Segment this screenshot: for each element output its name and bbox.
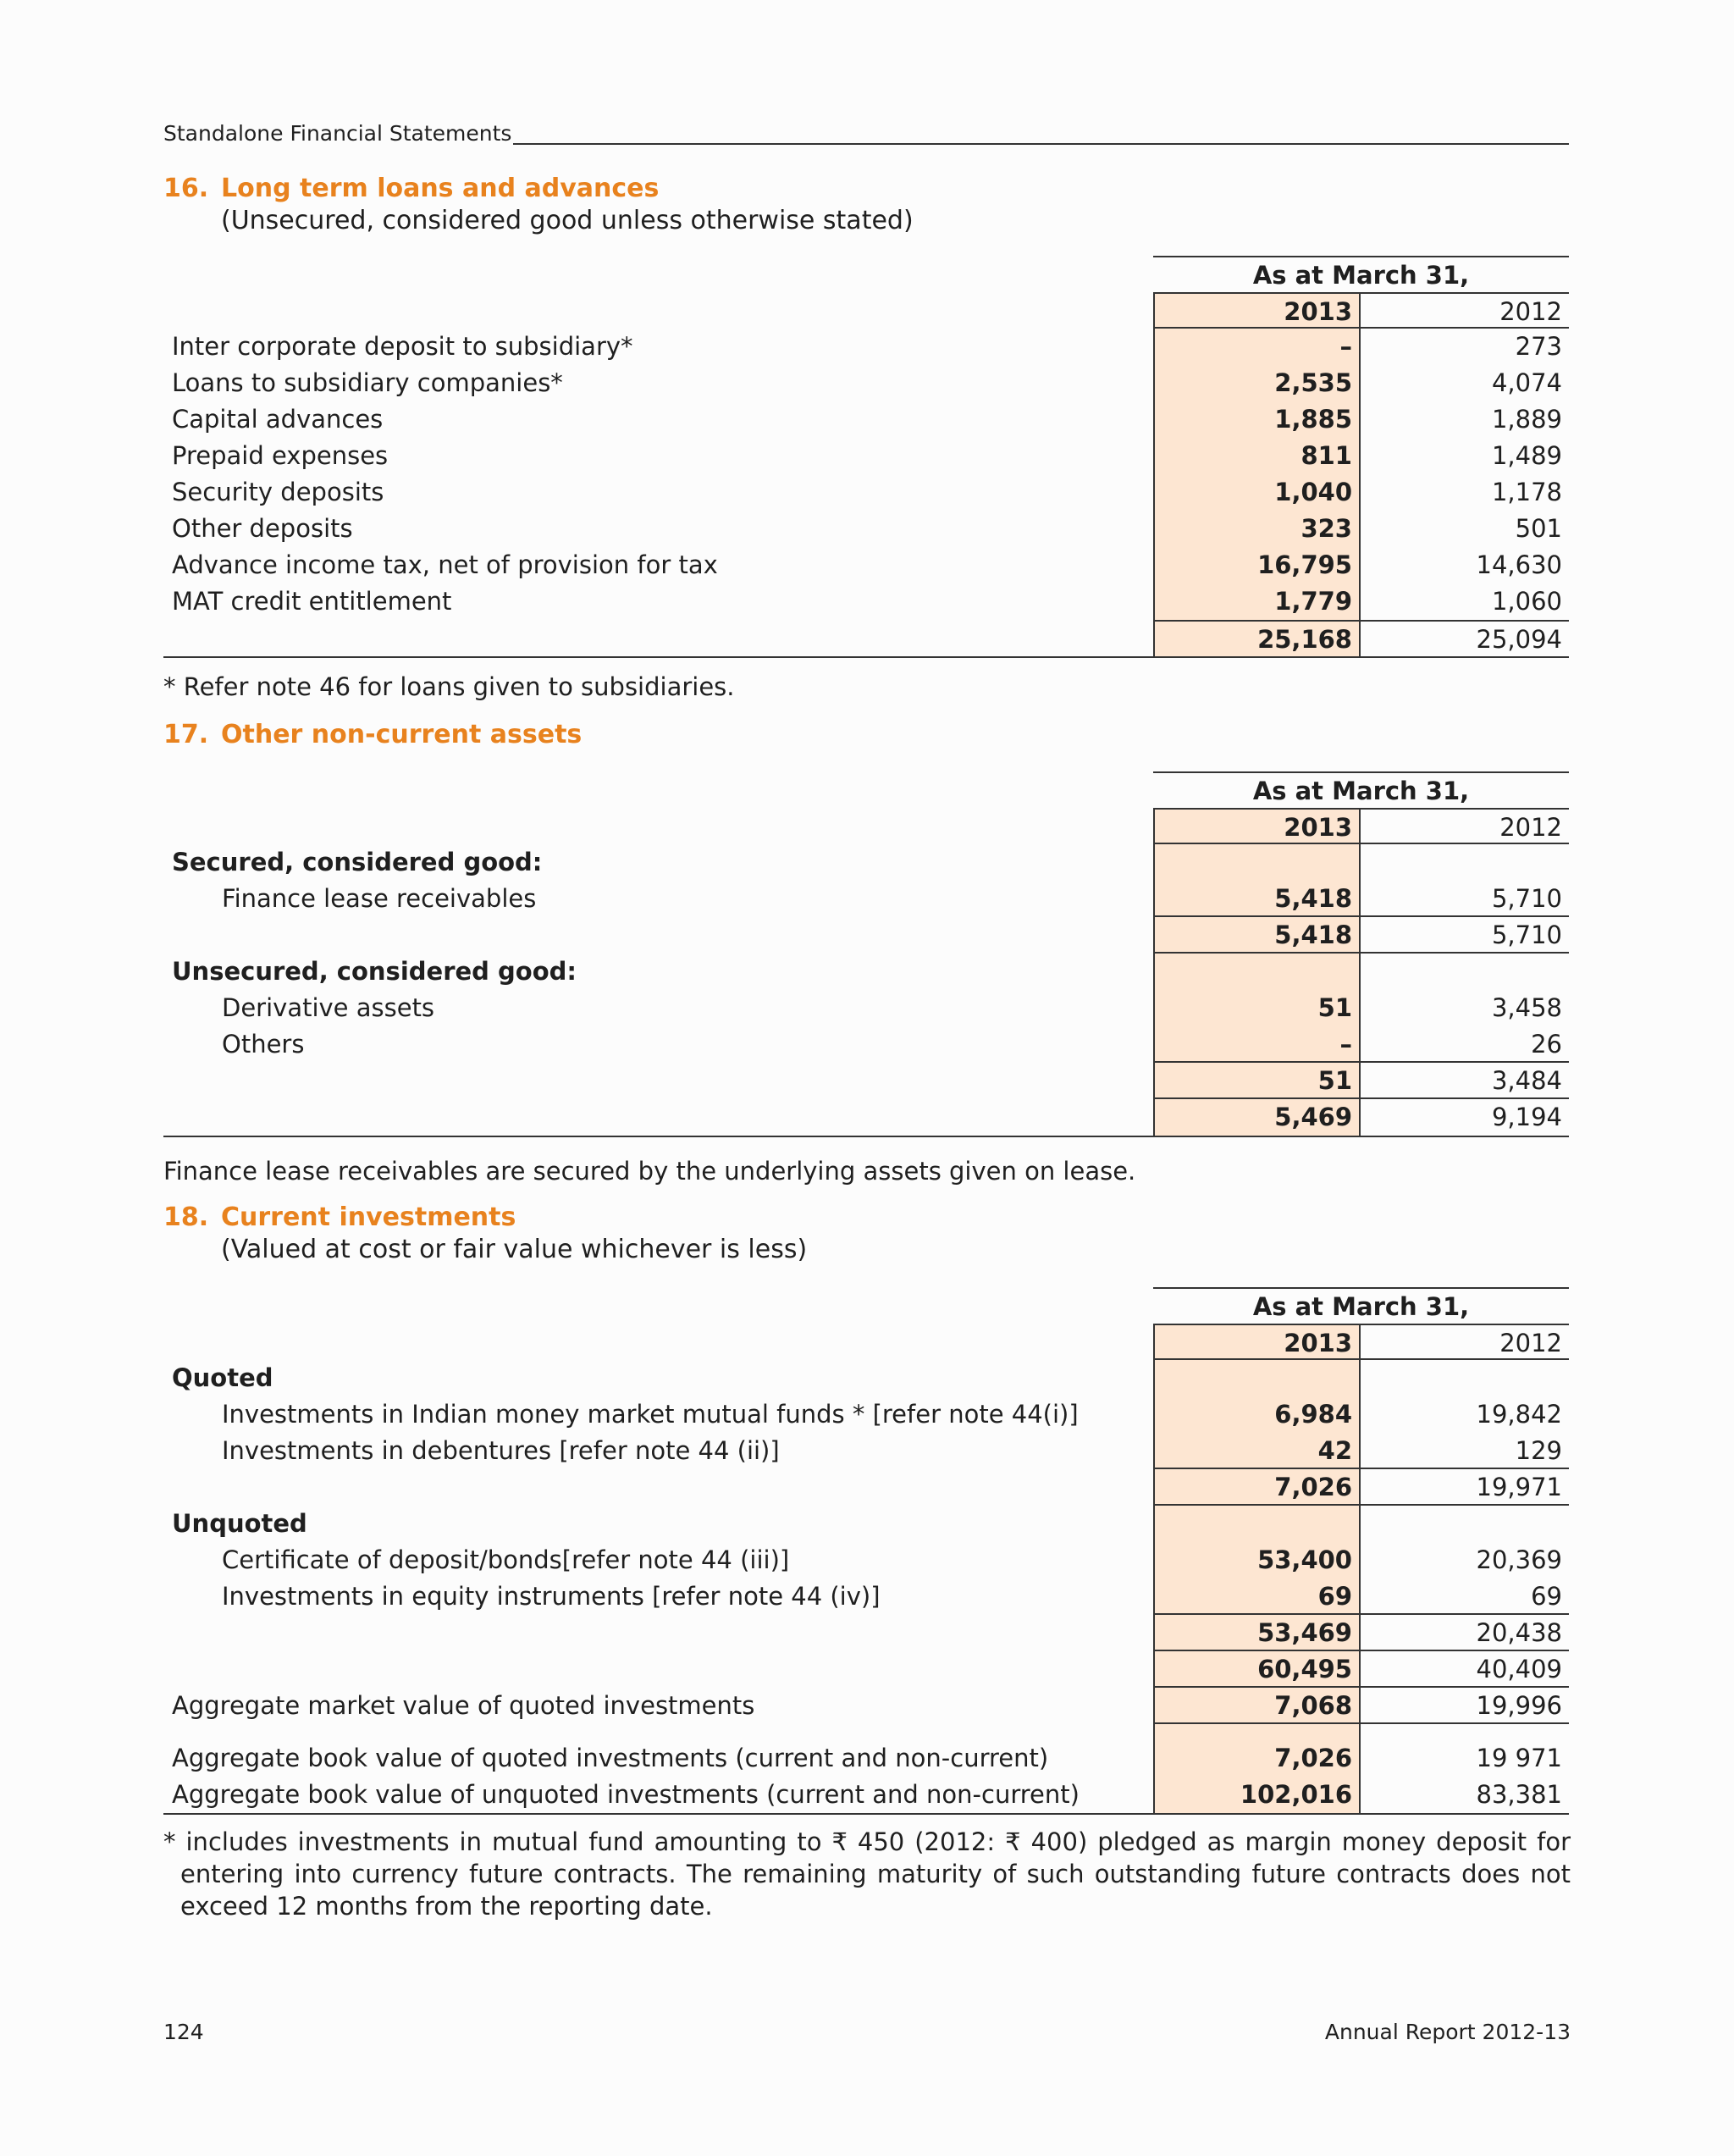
table-row — [163, 881, 1569, 917]
row-label: Capital advances — [172, 405, 384, 434]
table-row — [163, 329, 1569, 365]
table-row — [163, 990, 1569, 1026]
note18-year-row — [163, 1324, 1569, 1360]
value-2013: 42 — [1153, 1433, 1361, 1469]
note16-group-header: As at March 31, — [1153, 256, 1569, 292]
table-row — [163, 511, 1569, 547]
note16-heading — [163, 174, 659, 204]
total-2012: 9,194 — [1491, 1103, 1562, 1131]
unsecured-heading: Unsecured, considered good: — [172, 957, 577, 986]
quoted-heading: Quoted — [172, 1363, 273, 1392]
note17-year-prior: 2012 — [1361, 808, 1569, 844]
total-2013: 25,168 — [1153, 620, 1361, 656]
value-2013: 5,418 — [1153, 881, 1361, 917]
value-2012: 26 — [1361, 1026, 1569, 1063]
table-row — [163, 547, 1569, 583]
secured-subtotal-row — [163, 917, 1569, 954]
value-2013: 102,016 — [1153, 1777, 1361, 1813]
table-row — [163, 1433, 1569, 1469]
table-row — [163, 1026, 1569, 1063]
value-2013: 2,535 — [1153, 365, 1361, 401]
unquoted-heading: Unquoted — [172, 1509, 307, 1538]
secured-heading: Secured, considered good: — [172, 848, 543, 876]
row-label: Security deposits — [172, 478, 384, 506]
spacer-row — [163, 1724, 1569, 1740]
row-label: Aggregate book value of unquoted investments (current and non-current) — [172, 1780, 1080, 1809]
unquoted-subtotal-row — [163, 1615, 1569, 1651]
table-row — [163, 583, 1569, 620]
total-2012: 40,409 — [1361, 1651, 1569, 1688]
value-2012: 1,178 — [1491, 478, 1562, 506]
value-2012: 4,074 — [1491, 368, 1562, 397]
header-rule — [513, 143, 1569, 145]
unsecured-subtotal-row — [163, 1063, 1569, 1099]
value-2013: 53,400 — [1153, 1542, 1361, 1578]
note17-heading — [163, 720, 582, 750]
note16-number: 16. — [163, 174, 209, 203]
value-2012: 3,458 — [1491, 993, 1562, 1022]
note16-year-prior: 2012 — [1361, 292, 1569, 329]
row-label: Certificate of deposit/bonds[refer note 44 (iii)] — [222, 1545, 790, 1574]
row-label: Advance income tax, net of provision for tax — [172, 550, 718, 579]
empty-cell — [1361, 954, 1569, 990]
empty-cell — [1153, 844, 1361, 881]
value-2012: 19,842 — [1476, 1400, 1562, 1429]
value-2013: – — [1153, 1026, 1361, 1063]
value-2013: 1,040 — [1153, 474, 1361, 511]
note16-year-current: 2013 — [1153, 292, 1361, 329]
page-number: 124 — [163, 2020, 204, 2044]
subtotal-2012: 3,484 — [1361, 1063, 1569, 1099]
table-row — [163, 1542, 1569, 1578]
row-label: Inter corporate deposit to subsidiary* — [172, 332, 633, 361]
note17-total-row — [163, 1099, 1569, 1136]
note18-number: 18. — [163, 1202, 209, 1232]
note18-year-current: 2013 — [1153, 1324, 1361, 1360]
table-row — [163, 1578, 1569, 1615]
note18-title: Current investments — [221, 1202, 516, 1232]
note17-number: 17. — [163, 720, 209, 749]
value-2013: 69 — [1153, 1578, 1361, 1615]
note17-title: Other non-current assets — [221, 720, 583, 749]
value-2013: 51 — [1153, 990, 1361, 1026]
note16-footnote: * Refer note 46 for loans given to subsidiaries. — [163, 672, 735, 701]
note18-bottom-rule — [163, 1813, 1569, 1815]
empty-cell — [1361, 1506, 1569, 1542]
row-label: Loans to subsidiary companies* — [172, 368, 563, 397]
value-2013: 16,795 — [1153, 547, 1361, 583]
value-2013: 7,026 — [1153, 1740, 1361, 1777]
empty-cell — [1153, 1506, 1361, 1542]
subtotal-2013: 7,026 — [1153, 1469, 1361, 1506]
table-row — [163, 474, 1569, 511]
row-label: Finance lease receivables — [222, 884, 537, 913]
table-row — [163, 438, 1569, 474]
value-2012: 19,996 — [1361, 1688, 1569, 1724]
note16-bottom-rule — [163, 656, 1569, 658]
value-2013: 323 — [1153, 511, 1361, 547]
table-row — [163, 1360, 1569, 1396]
value-2013: 1,885 — [1153, 401, 1361, 438]
table-row — [163, 1396, 1569, 1433]
value-2013: 6,984 — [1153, 1396, 1361, 1433]
value-2012: 1,889 — [1491, 405, 1562, 434]
page-header-title: Standalone Financial Statements — [163, 121, 512, 146]
note17-year-current: 2013 — [1153, 808, 1361, 844]
value-2012: 19 971 — [1476, 1744, 1562, 1772]
report-name: Annual Report 2012-13 — [1324, 2020, 1571, 2044]
note17-group-header: As at March 31, — [1153, 771, 1569, 808]
table-row — [163, 1506, 1569, 1542]
note16-total-row — [163, 620, 1569, 656]
subtotal-2012: 19,971 — [1361, 1469, 1569, 1506]
value-2012: 1,060 — [1491, 587, 1562, 616]
value-2012: 501 — [1515, 514, 1562, 543]
total-2012: 25,094 — [1361, 620, 1569, 656]
note17-footnote: Finance lease receivables are secured by the underlying assets given on lease. — [163, 1157, 1136, 1186]
subtotal-2013: 53,469 — [1153, 1615, 1361, 1651]
quoted-subtotal-row — [163, 1469, 1569, 1506]
subtotal-2012: 20,438 — [1361, 1615, 1569, 1651]
subtotal-2012: 5,710 — [1361, 917, 1569, 954]
row-label: Aggregate market value of quoted investments — [172, 1691, 755, 1720]
row-label: Derivative assets — [222, 993, 435, 1022]
empty-cell — [1153, 1360, 1361, 1396]
note18-footnote: * includes investments in mutual fund amounting to ₹ 450 (2012: ₹ 400) pledged as margin money deposit for entering into currency future contracts. The remaining maturity of such outstanding future contracts does not exceed 12 months from the reporting date. — [163, 1827, 1571, 1921]
row-label: Investments in debentures [refer note 44 (ii)] — [222, 1436, 780, 1465]
row-label: Others — [222, 1030, 305, 1059]
value-2012: 129 — [1361, 1433, 1569, 1469]
value-2012: 69 — [1361, 1578, 1569, 1615]
value-2012: 273 — [1515, 332, 1562, 361]
note16-subtitle: (Unsecured, considered good unless otherwise stated) — [221, 206, 914, 235]
note16-title: Long term loans and advances — [221, 174, 660, 203]
total-2013: 60,495 — [1153, 1651, 1361, 1688]
empty-cell — [1153, 954, 1361, 990]
note18-group-header: As at March 31, — [1153, 1287, 1569, 1324]
note18-heading — [163, 1202, 516, 1233]
note18-subtitle: (Valued at cost or fair value whichever is less) — [221, 1235, 808, 1264]
note18-year-prior: 2012 — [1361, 1324, 1569, 1360]
value-2012: 20,369 — [1476, 1545, 1562, 1574]
note18-total-row — [163, 1651, 1569, 1688]
table-row — [163, 401, 1569, 438]
row-label: Other deposits — [172, 514, 353, 543]
value-2012: 5,710 — [1361, 881, 1569, 917]
value-2013: 1,779 — [1153, 583, 1361, 620]
empty-cell — [1153, 1724, 1361, 1740]
row-label: Investments in equity instruments [refer note 44 (iv)] — [222, 1582, 881, 1611]
value-2013: 7,068 — [1153, 1688, 1361, 1724]
value-2012: 1,489 — [1491, 441, 1562, 470]
value-2013: – — [1153, 329, 1361, 365]
table-row — [163, 954, 1569, 990]
subtotal-2013: 51 — [1153, 1063, 1361, 1099]
total-2013: 5,469 — [1153, 1099, 1361, 1136]
note17-year-row — [163, 808, 1569, 844]
table-row — [163, 1688, 1569, 1724]
value-2012: 83,381 — [1476, 1780, 1562, 1809]
value-2012: 14,630 — [1476, 550, 1562, 579]
note16-year-row — [163, 292, 1569, 329]
row-label: Aggregate book value of quoted investments (current and non-current) — [172, 1744, 1049, 1772]
row-label: Prepaid expenses — [172, 441, 389, 470]
table-row — [163, 365, 1569, 401]
value-2013: 811 — [1153, 438, 1361, 474]
empty-cell — [1361, 1360, 1569, 1396]
row-label: Investments in Indian money market mutual funds * [refer note 44(i)] — [222, 1400, 1079, 1429]
table-row — [163, 844, 1569, 881]
page-header — [163, 121, 1569, 146]
table-row — [163, 1740, 1569, 1777]
subtotal-2013: 5,418 — [1153, 917, 1361, 954]
note17-bottom-rule — [163, 1136, 1569, 1137]
table-row — [163, 1777, 1569, 1813]
empty-cell — [1361, 844, 1569, 881]
row-label: MAT credit entitlement — [172, 587, 452, 616]
